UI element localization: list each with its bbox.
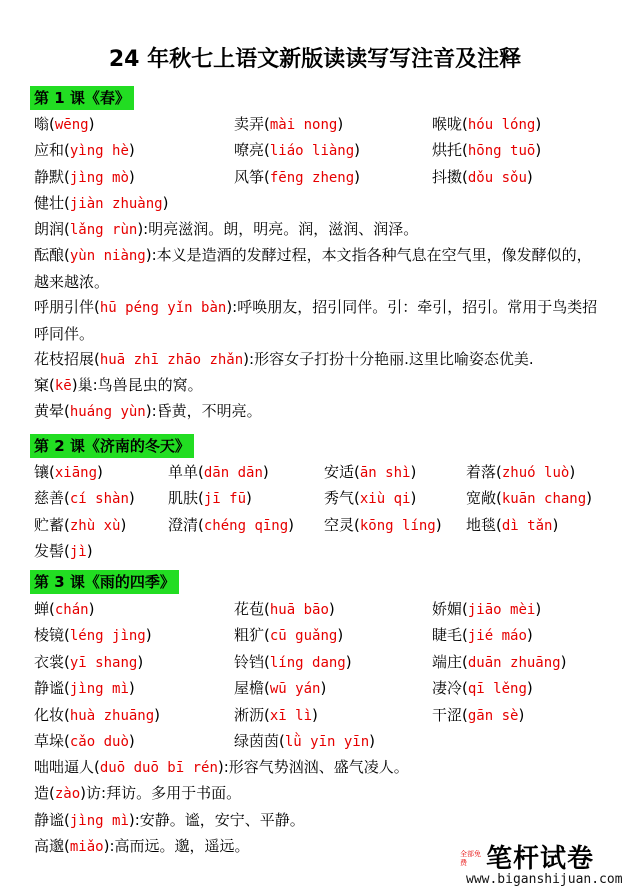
definition-pinyin: yùn niàng [69,248,146,264]
vocab-word: 卖弄 [234,115,265,133]
vocab-entry: 慈善(cí shàn) [34,489,135,508]
vocab-pinyin: líng dang [269,654,346,671]
vocab-entry: 绿茵茵(lǜ yīn yīn) [234,732,376,750]
vocab-entry: 屋檐(wū yán) [234,679,327,698]
vocab-entry: 应和(yìng hè) [34,141,135,160]
vocab-word: 嗡 [34,115,50,133]
vocab-word: 空灵 [324,515,355,534]
definition-word: 咄咄逼人 [34,758,95,776]
vocab-word: 烘托 [432,141,463,160]
vocab-entry: 卖弄(mài nong) [234,115,344,133]
vocab-word: 应和 [34,141,65,160]
vocab-entry: 单单(dān dān) [168,463,269,481]
vocab-word: 抖擞 [432,167,463,186]
watermark-name: 笔杆试卷 [486,844,595,874]
vocab-entry: 端庄(duān zhuāng) [432,652,567,671]
vocab-pinyin: léng jìng [69,628,146,645]
vocab-entry: 静默(jìng mò) [34,167,135,186]
vocab-word: 草垛 [34,732,65,750]
definition-text: :本义是造酒的发酵过程，本文指各种气息在空气里，像发酵似的，越来越浓。 [34,246,592,291]
definition-pinyin: lǎng rùn [69,222,138,238]
definition-entry: 高邈(miǎo):高而远。邈，遥远。 [34,837,250,855]
vocab-entry: 棱镜(léng jìng) [34,626,152,645]
vocab-word: 宽敞 [466,489,497,508]
vocab-entry: 肌肤(jī fū) [168,489,252,508]
vocab-word: 蝉 [34,600,50,618]
vocab-pinyin: chán [54,602,89,618]
vocab-word: 镶 [34,463,50,481]
vocab-word: 秀气 [324,489,355,508]
vocab-word: 凄冷 [432,679,463,698]
vocab-word: 干涩 [432,705,463,724]
vocab-entry: 安适(ān shì) [324,463,417,481]
vocab-word: 喉咙 [432,115,463,133]
vocab-entry: 空灵(kōng líng) [324,515,442,534]
vocab-entry: 抖擞(dǒu sǒu) [432,167,533,186]
definition-word: 静谧 [34,811,65,829]
vocab-entry: 干涩(gān sè) [432,705,525,724]
vocab-pinyin: dì tǎn [501,517,553,534]
vocab-word: 衣裳 [34,652,65,671]
definition-text: :高而远。邈，遥远。 [109,837,250,855]
vocab-word: 化妆 [34,705,65,724]
definition-word: 造 [34,784,50,802]
vocab-word: 慈善 [34,489,65,508]
vocab-pinyin: dǒu sǒu [467,169,527,186]
vocab-pinyin: huā bāo [269,602,329,618]
vocab-word: 淅沥 [234,705,265,724]
definition-entry: 咄咄逼人(duō duō bī rén):形容气势汹汹、盛气凌人。 [34,758,409,776]
definition-entry: 窠(kē)巢:鸟兽昆虫的窝。 [34,376,203,394]
lesson2-heading: 第 2 课《济南的冬天》 [30,434,194,458]
watermark-logo [460,838,623,890]
definition-word: 高邈 [34,837,65,855]
vocab-pinyin: huà zhuāng [69,707,155,724]
definition-entry: 花枝招展(huā zhī zhāo zhǎn):形容女子打扮十分艳丽.这里比喻姿态优美. [34,350,534,368]
vocab-word: 静默 [34,167,65,186]
vocab-word: 铃铛 [234,652,265,671]
definition-word: 花枝招展 [34,350,95,368]
definition-word: 酝酿 [34,246,65,264]
vocab-pinyin: cū guǎng [269,628,338,645]
vocab-entry: 着落(zhuó luò) [466,463,576,481]
definition-text: :形容气势汹汹、盛气凌人。 [223,758,409,776]
vocab-entry: 衣裳(yī shang) [34,652,144,671]
vocab-pinyin: cǎo duò [69,734,129,750]
vocab-word: 发髻 [34,542,65,561]
vocab-pinyin: jiāo mèi [467,602,536,618]
vocab-pinyin: duān zhuāng [467,654,561,671]
definition-entry: 静谧(jìng mì):安静。谧，安宁、平静。 [34,811,305,829]
vocab-entry: 嘹亮(liáo liàng) [234,141,361,160]
vocab-entry: 发髻(jì) [34,542,93,561]
vocab-entry: 粗犷(cū guǎng) [234,626,344,645]
definition-word: 呼朋引伴 [34,298,95,316]
vocab-pinyin: jìng mò [69,169,129,186]
definition-text: 访:拜访。多用于书面。 [86,784,242,802]
vocab-entry: 烘托(hōng tuō) [432,141,542,160]
vocab-word: 端庄 [432,652,463,671]
definition-pinyin: huáng yùn [69,404,146,420]
watermark-url: www.biganshijuan.com [466,872,623,887]
vocab-pinyin: kuān chang [501,491,587,508]
vocab-pinyin: jié máo [467,628,527,645]
definition-word: 朗润 [34,220,65,238]
vocab-pinyin: zhuó luò [501,465,570,481]
vocab-entry: 健壮(jiàn zhuàng) [34,194,169,213]
vocab-word: 健壮 [34,194,65,213]
vocab-entry: 凄冷(qī lěng) [432,679,533,698]
vocab-pinyin: mài nong [269,117,338,133]
definition-entry: 呼朋引伴(hū péng yǐn bàn):呼唤朋友，招引同伴。引：牵引，招引。常用于鸟类招呼同伴。 [34,298,598,343]
vocab-pinyin: xiāng [54,465,98,481]
vocab-word: 澄清 [168,515,199,534]
vocab-pinyin: cí shàn [69,491,129,508]
vocab-pinyin: gān sè [467,707,519,724]
vocab-entry: 镶(xiāng) [34,463,103,481]
vocab-entry: 静谧(jìng mì) [34,679,135,698]
definition-text: :明亮滋润。朗，明亮。润，滋润、润泽。 [143,220,419,238]
definition-pinyin: hū péng yǐn bàn [99,300,227,316]
vocab-entry: 蝉(chán) [34,600,95,618]
vocab-word: 棱镜 [34,626,65,645]
vocab-pinyin: wū yán [269,681,321,698]
vocab-pinyin: jī fū [203,491,247,508]
vocab-entry: 宽敞(kuān chang) [466,489,593,508]
vocab-word: 花苞 [234,600,265,618]
definition-word: 黄晕 [34,402,65,420]
definition-text: :形容女子打扮十分艳丽.这里比喻姿态优美. [249,350,534,368]
definition-pinyin: kē [54,378,72,394]
vocab-pinyin: chéng qīng [203,517,289,534]
vocab-pinyin: ān shì [359,465,411,481]
vocab-word: 嘹亮 [234,141,265,160]
vocab-entry: 嗡(wēng) [34,115,95,133]
vocab-entry: 贮蓄(zhù xù) [34,515,127,534]
lesson1-heading: 第 1 课《春》 [30,86,134,110]
vocab-pinyin: dān dān [203,465,263,481]
vocab-entry: 淅沥(xī lì) [234,705,318,724]
definition-text: :安静。谧，安宁、平静。 [134,811,305,829]
vocab-entry: 铃铛(líng dang) [234,652,352,671]
vocab-word: 肌肤 [168,489,199,508]
vocab-pinyin: yìng hè [69,143,129,160]
vocab-entry: 花苞(huā bāo) [234,600,335,618]
vocab-entry: 喉咙(hóu lóng) [432,115,542,133]
vocab-pinyin: fēng zheng [269,169,355,186]
vocab-pinyin: liáo liàng [269,143,355,160]
vocab-entry: 澄清(chéng qīng) [168,515,295,534]
vocab-word: 静谧 [34,679,65,698]
vocab-pinyin: jiàn zhuàng [69,196,163,213]
vocab-pinyin: xiù qi [359,491,411,508]
vocab-word: 屋檐 [234,679,265,698]
vocab-word: 贮蓄 [34,515,65,534]
definition-entry: 酝酿(yùn niàng):本义是造酒的发酵过程，本文指各种气息在空气里，像发酵似的，越来越浓。 [34,246,592,291]
definition-pinyin: duō duō bī rén [99,760,218,776]
vocab-word: 着落 [466,463,497,481]
vocab-pinyin: qī lěng [467,681,527,698]
vocab-word: 娇媚 [432,600,463,618]
vocab-pinyin: jìng mì [69,681,129,698]
vocab-pinyin: hōng tuō [467,143,536,160]
definition-entry: 黄晕(huáng yùn):昏黄，不明亮。 [34,402,262,420]
vocab-word: 地毯 [466,515,497,534]
vocab-entry: 化妆(huà zhuāng) [34,705,161,724]
vocab-pinyin: hóu lóng [467,117,536,133]
watermark-tag: 全部免费 [460,850,481,867]
vocab-word: 单单 [168,463,199,481]
vocab-entry: 秀气(xiù qi) [324,489,417,508]
vocab-pinyin: jì [69,544,87,561]
vocab-pinyin: lǜ yīn yīn [284,734,370,750]
vocab-word: 安适 [324,463,355,481]
page-title: 24 年秋七上语文新版读读写写注音及注释 [108,47,522,72]
definition-entry: 造(zào)访:拜访。多用于书面。 [34,784,242,802]
definition-text: 巢:鸟兽昆虫的窝。 [77,376,203,394]
vocab-entry: 草垛(cǎo duò) [34,732,135,750]
vocab-entry: 风筝(fēng zheng) [234,167,361,186]
vocab-pinyin: yī shang [69,654,138,671]
vocab-pinyin: zhù xù [69,517,121,534]
definition-word: 窠 [34,376,50,394]
vocab-word: 睫毛 [432,626,463,645]
definition-entry: 朗润(lǎng rùn):明亮滋润。朗，明亮。润，滋润、润泽。 [34,220,419,238]
definition-text: :呼唤朋友，招引同伴。引：牵引，招引。常用于鸟类招呼同伴。 [34,298,598,343]
vocab-word: 风筝 [234,167,265,186]
definition-pinyin: zào [54,786,81,802]
vocab-entry: 地毯(dì tǎn) [466,515,559,534]
definition-text: :昏黄，不明亮。 [151,402,262,420]
definition-pinyin: huā zhī zhāo zhǎn [99,352,244,368]
vocab-entry: 睫毛(jié máo) [432,626,533,645]
definition-pinyin: jìng mì [69,813,129,829]
lesson3-heading: 第 3 课《雨的四季》 [30,570,179,594]
vocab-pinyin: kōng líng [359,517,436,534]
vocab-entry: 娇媚(jiāo mèi) [432,600,542,618]
definition-pinyin: miǎo [69,839,104,855]
vocab-word: 粗犷 [234,626,265,645]
vocab-pinyin: xī lì [269,707,313,724]
vocab-word: 绿茵茵 [234,732,280,750]
vocab-pinyin: wēng [54,117,89,133]
